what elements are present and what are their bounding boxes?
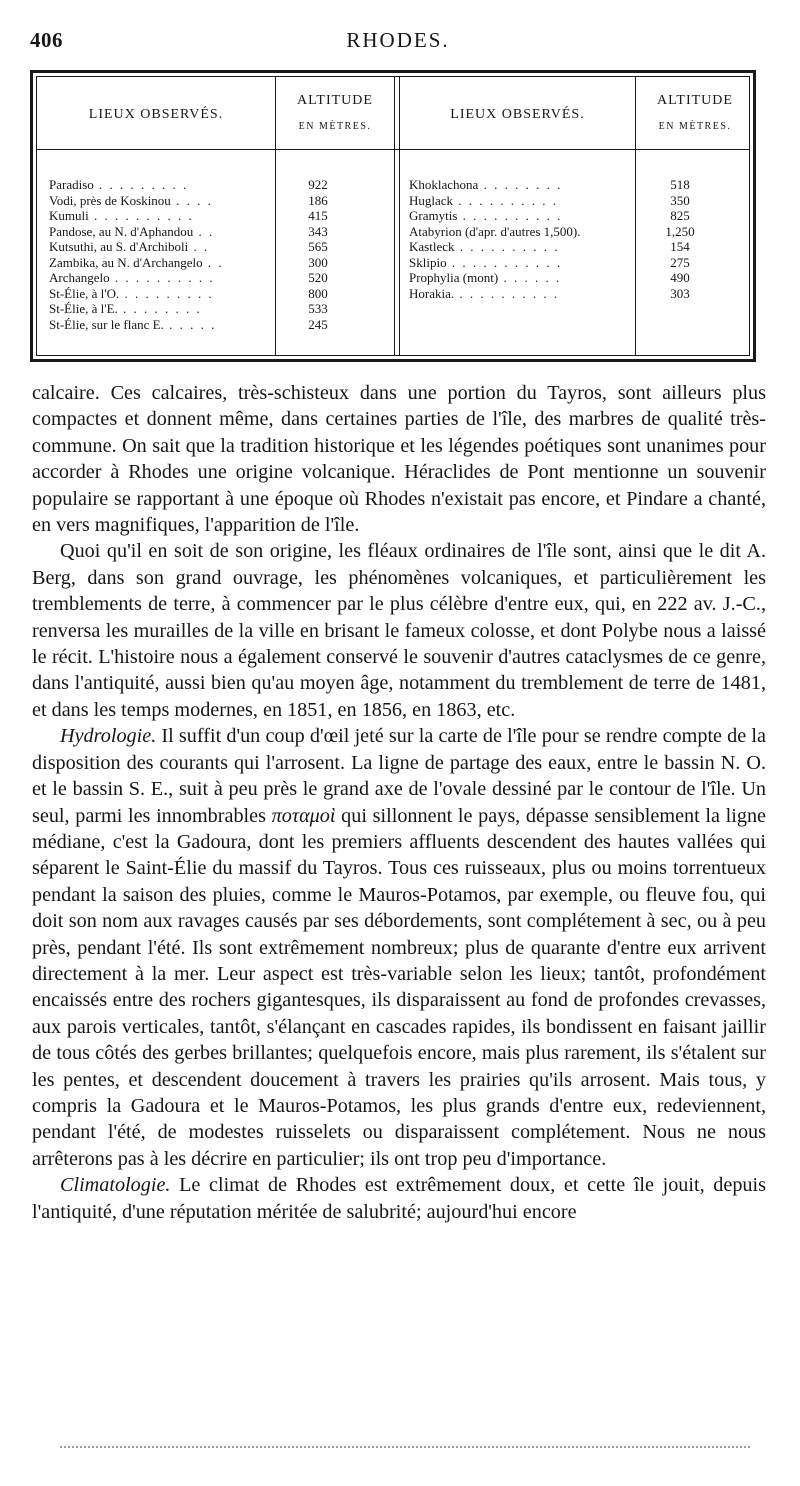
col-header-places-right: LIEUX OBSERVÉS.	[450, 107, 585, 122]
greek-word: ποταμοὶ	[271, 804, 336, 827]
altitude-value: 518	[670, 177, 690, 192]
table-row: Kumuli . . . . . . . . . . 415	[49, 208, 389, 224]
body-text	[32, 380, 766, 1225]
altitude-value: 186	[308, 192, 328, 208]
paragraph-text: qui sillonnent le pays, dépasse sensiblement la ligne médiane, c'est la Gadoura, dont les premiers affluents descendent des hautes vallées qui séparent le Saint-Élie du massif du Tayros. Tous ces ruisseaux, plus ou moins torrentueux pendant la saison des pluies, comme le Mauros-Potamos, par exemple, ou fleuve fou, qui doit son nom aux ravages causés par ses débordements, sont complétement à sec, ou à peu près, pendant l'été. Ils sont extrêmement nombreux; plus de quarante d'entre eux arrivent directement à la mer. Leur aspect est très-variable selon les lieux; tantôt, profondément encaissés entre des rochers gigantesques, ils disparaissent au fond de profondes crevasses, aux parois verticales, tantôt, s'élançant en cascades rapides, ils bondissent en faisant jaillir de tous côtés des gerbes brillantes; quelquefois encore, mais plus rarement, ils s'étalent sur les pentes, et descendent doucement à travers les prairies qu'ils arrosent. Mais tous, y compris la Gadoura et le Mauros-Potamos, les plus grands d'entre eux, redeviennent, pendant l'été, de modestes ruisselets ou disparaissent complétement. Nous ne nous arrêterons pas à les décrire en particulier; ils ont trop peu d'importance.	[32, 804, 766, 1170]
altitude-value: 490	[670, 270, 690, 285]
altitude-value: 922	[308, 177, 328, 192]
table-row: St-Élie, à l'E. . . . . . . . . 533	[49, 301, 389, 317]
paragraph: calcaire. Ces calcaires, très-schisteux dans une portion du Tayros, sont ailleurs plus compactes et donnent même, dans certaines parties de l'île, des marbres de qualité très-commune. On sait que la tradition historique et les légendes poétiques sont unanimes pour accorder à Rhodes une origine volcanique. Héraclides de Pont mentionne un souvenir populaire se rapportant à une époque où Rhodes n'existait pas encore, et Pindare a chanté, en vers magnifiques, l'apparition de l'île.	[32, 382, 766, 537]
table-header-rule	[37, 149, 749, 150]
altitude-label: ALTITUDE	[297, 93, 373, 108]
place-name: Archangelo	[49, 270, 110, 285]
place-name: Paradiso	[49, 177, 94, 192]
table-rows-right	[409, 177, 749, 301]
paragraph-climatologie	[32, 1172, 766, 1225]
altitude-value: 825	[670, 208, 690, 223]
section-heading-hydrologie: Hydrologie.	[60, 725, 157, 748]
altitude-value: 343	[308, 223, 328, 239]
table-row	[409, 224, 749, 240]
paragraph: Quoi qu'il en soit de son origine, les fléaux ordinaires de l'île sont, ainsi que le dit A. Berg, dans son grand ouvrage, les phénomènes volcaniques, et particulièrement les tremblements de terre, à commencer par le plus célèbre d'entre eux, qui, en 222 av. J.-C., renversa les murailles de la ville en brisant le fameux colosse, et dont Polybe nous a laissé le récit. L'histoire nous a également conservé le souvenir d'autres cataclysmes de ce genre, dans l'antiquité, aussi bien qu'au moyen âge, notamment du tremblement de terre de 1481, et dans les temps modernes, en 1851, en 1856, en 1863, etc.	[32, 540, 766, 721]
place-name: Prophylia (mont)	[409, 270, 499, 285]
altitude-value: 154	[670, 239, 690, 254]
table-row: Sklipio . . . . . . . . . . . 275	[409, 255, 749, 271]
altitude-label: ALTITUDE	[657, 93, 733, 108]
page-number: 406	[30, 28, 63, 52]
col-header-altitude-right	[637, 93, 753, 132]
table-row: Paradiso . . . . . . . . . 922	[49, 177, 389, 193]
table-row: Gramytis . . . . . . . . . . 825	[409, 208, 749, 224]
page-header	[30, 28, 766, 56]
place-name: Huglack	[409, 192, 454, 208]
altitude-value: 533	[308, 301, 328, 316]
altitude-value: 520	[308, 270, 328, 285]
altitude-unit-label: EN MÈTRES.	[658, 121, 732, 132]
table-row: St-Élie, à l'O. . . . . . . . . . 800	[49, 286, 389, 302]
table-row: Kastleck . . . . . . . . . . 154	[409, 239, 749, 255]
table-inner-frame	[36, 76, 750, 356]
place-name: Sklipio	[409, 254, 447, 270]
place-name: Horakia.	[409, 285, 455, 301]
table-row: Prophylia (mont) . . . . . . 490	[409, 270, 749, 286]
place-name: St-Élie, à l'E.	[49, 301, 118, 316]
altitude-value: 275	[670, 254, 690, 270]
table-row: Pandose, au N. d'Aphandou . . 343	[49, 224, 389, 240]
table-row: Khoklachona . . . . . . . . 518	[409, 177, 749, 193]
place-name: Gramytis	[409, 208, 458, 223]
section-heading-climatologie: Climatologie.	[60, 1174, 171, 1197]
place-name: Kumuli	[49, 208, 89, 223]
altitude-table	[30, 70, 756, 362]
altitude-value: 415	[308, 208, 328, 223]
place-name: St-Élie, à l'O.	[49, 285, 120, 301]
place-name: Zambika, au N. d'Archangelo	[49, 254, 203, 270]
place-name: St-Élie, sur le flanc E.	[49, 316, 164, 332]
altitude-value: 245	[308, 316, 328, 332]
altitude-value: 350	[670, 192, 690, 208]
paragraph-hydrologie	[32, 723, 766, 1172]
table-rows-left	[49, 177, 389, 332]
running-title: RHODES.	[346, 28, 450, 52]
col-header-altitude-left	[277, 93, 393, 132]
place-name: Pandose, au N. d'Aphandou	[49, 223, 194, 239]
place-name: Vodi, près de Koskinou	[49, 192, 171, 208]
table-row: Archangelo . . . . . . . . . . 520	[49, 270, 389, 286]
altitude-unit-label: EN MÈTRES.	[298, 121, 372, 132]
place-name: Kastleck	[409, 239, 455, 254]
table-row: Horakia. . . . . . . . . . . 303	[409, 286, 749, 302]
table-row: Kutsuthi, au S. d'Archiboli . . 565	[49, 239, 389, 255]
paragraph-text: Le climat de Rhodes est extrêmement doux, et cette île jouit, depuis l'antiquité, d'une réputation méritée de salubrité; aujourd'hui encore	[32, 1174, 766, 1223]
paragraph-text: Il suffit d'un coup d'œil jeté sur la carte de l'île pour se rendre compte de la disposition des courants qui l'arrosent. La ligne de partage des eaux, entre le bassin N. O. et le bassin S. E., suit à peu près le grand axe de l'ovale dessiné par le contour de l'île. Un seul, parmi les innombrables	[32, 725, 766, 827]
altitude-value: 1,250	[665, 223, 695, 239]
footer-dotted-rule	[60, 1446, 750, 1448]
table-row: Vodi, près de Koskinou . . . . 186	[49, 193, 389, 209]
table-row: Zambika, au N. d'Archangelo . . 300	[49, 255, 389, 271]
altitude-value: 303	[670, 285, 690, 301]
table-row: Huglack . . . . . . . . . . 350	[409, 193, 749, 209]
altitude-value: 300	[308, 254, 328, 270]
col-header-places-left: LIEUX OBSERVÉS.	[88, 107, 224, 122]
place-name: Khoklachona	[409, 177, 479, 192]
table-row: St-Élie, sur le flanc E. . . . . . 245	[49, 317, 389, 333]
place-name: Kutsuthi, au S. d'Archiboli	[49, 239, 189, 254]
altitude-value: 800	[308, 285, 328, 301]
place-name: Atabyrion (d'apr. d'autres 1,500).	[409, 223, 581, 239]
altitude-value: 565	[308, 239, 328, 254]
